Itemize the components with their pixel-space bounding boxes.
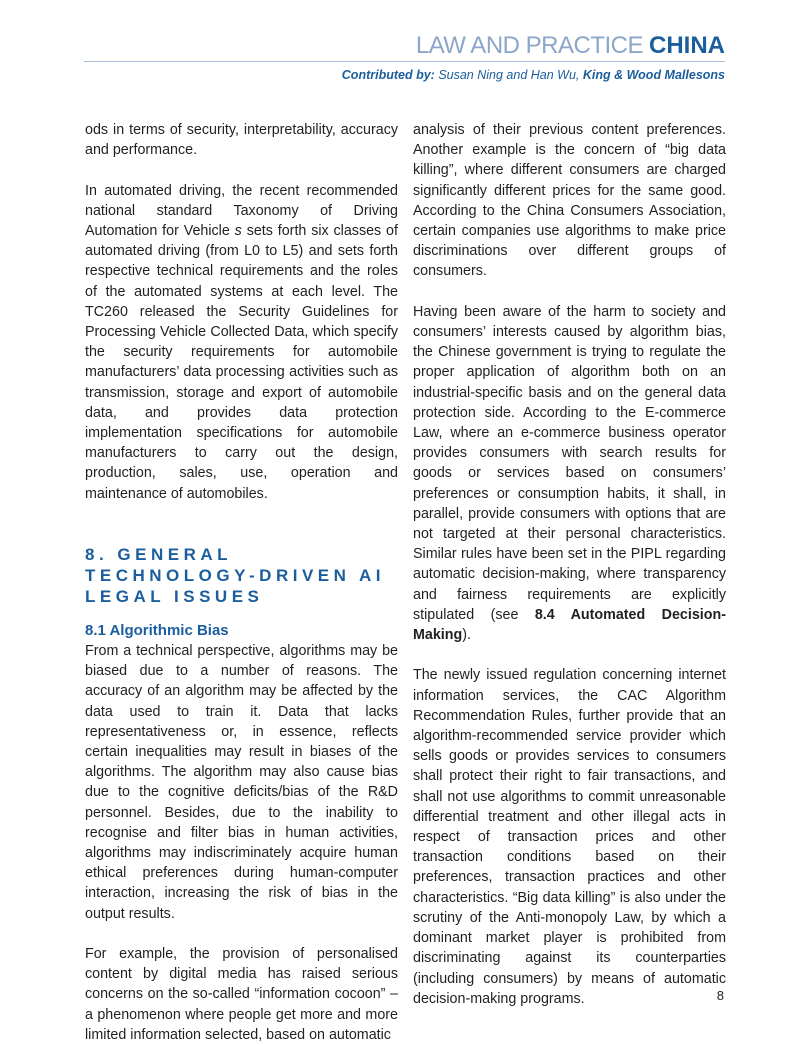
- header-divider: [84, 61, 725, 62]
- right-paragraph-2-part-a: Having been aware of the harm to society and consumers’ interests caused by algorithm bias, the Chinese government is trying to regulate the proper application of algorithm both on an industrial-specific basis and on the general data protection side. According to the E-commerce Law, where an e-commerce business operator provides consumers with search results for goods or services based on consumers’ preferences or consumption habits, it shall, in parallel, provide consumers with options that are not targeted at their personal characteristics. Similar rules have been set in the PIPL regarding automatic decision-making, where transparency and fairness requirements are explicitly stipulated (see: [413, 303, 726, 623]
- right-paragraph-1: analysis of their previous content preferences. Another example is the concern of “big data killing”, where different consumers are charged significantly different prices for the same good. According to the China Consumers Association, certain companies use algorithms to make price discriminations over different groups of consumers.: [413, 122, 726, 280]
- contributed-by-label: Contributed by:: [341, 68, 435, 82]
- right-column: [413, 120, 726, 1009]
- subsection-heading: 8.1 Algorithmic Bias: [85, 621, 229, 639]
- page-number: 8: [716, 988, 724, 1003]
- right-paragraph-3: The newly issued regulation concerning internet information services, the CAC Algorithm Recommendation Rules, further provide that an algorithm-recommended service provider which sells goods or provides services to consumers shall protect their right to fair transactions, and shall not use algorithms to commit unreasonable differential treatment and other illegal acts in respect of transaction prices and other transaction conditions based on their preferences, transaction practices and other characteristics. “Big data killing” is also under the scrutiny of the Anti-monopoly Law, by which a dominant market player is prohibited from discriminating against its counterparties (including consumers) by means of automatic decision-making programs.: [413, 667, 726, 1007]
- left-paragraph-1: ods in terms of security, interpretability, accuracy and performance.: [85, 122, 398, 159]
- section-heading-line-1: 8. GENERAL: [85, 544, 233, 564]
- right-paragraph-2-part-c: ).: [462, 627, 471, 644]
- section-heading-line-3: LEGAL ISSUES: [85, 586, 264, 606]
- header-title-text: LAW AND PRACTICE: [415, 32, 643, 59]
- left-paragraph-4: For example, the provision of personalised content by digital media has raised serious concerns on the so-called “information cocoon” – a phenomenon where people get more and more limited information selected, based on automatic: [85, 946, 398, 1043]
- cross-reference-link[interactable]: 8.4 Automated Decision-Making: [413, 606, 726, 644]
- contributor-line: [342, 67, 725, 83]
- left-paragraph-2: [85, 181, 398, 504]
- left-column: [85, 120, 398, 1045]
- section-heading-line-2: TECHNOLOGY-DRIVEN AI: [85, 565, 385, 585]
- left-paragraph-2-part-b: sets forth six classes of automated driving (from L0 to L5) and sets forth respective technical requirements and the roles of the automated systems at each level. The TC260 released the Security Guidelines for Processing Vehicle Collected Data, which specify the security requirements for automobile manufacturers’ data processing activities such as transmission, storage and export of automobile data, and provides data protection implementation specifications for automobile manufacturers to carry out the design, production, sales, use, operation and maintenance of automobiles.: [85, 223, 398, 502]
- running-header-title: [416, 31, 725, 61]
- contributor-names: Susan Ning and Han Wu,: [438, 68, 580, 82]
- firm-name: King & Wood Mallesons: [582, 68, 725, 82]
- left-paragraph-3: From a technical perspective, algorithms may be biased due to a number of reasons. The accuracy of an algorithm may be affected by the data used to train it. Data that lacks representativeness or, in essence, reflects certain inequalities may result in biases of the algorithms. The algorithm may also cause bias due to the cognitive deficits/bias of the R&D personnel. Besides, due to the inability to recognise and filter bias in human activities, algorithms may indiscriminately acquire human ethical preferences during human-computer interaction, increasing the risk of bias in the output results.: [85, 643, 398, 922]
- right-paragraph-2: [413, 302, 726, 645]
- left-paragraph-2-part-a: In automated driving, the recent recommended national standard Taxonomy of Driving Automation for Vehicle: [85, 182, 398, 239]
- header-country: CHINA: [649, 32, 725, 59]
- left-paragraph-2-italic-s: s: [234, 223, 242, 239]
- section-heading: [85, 544, 398, 607]
